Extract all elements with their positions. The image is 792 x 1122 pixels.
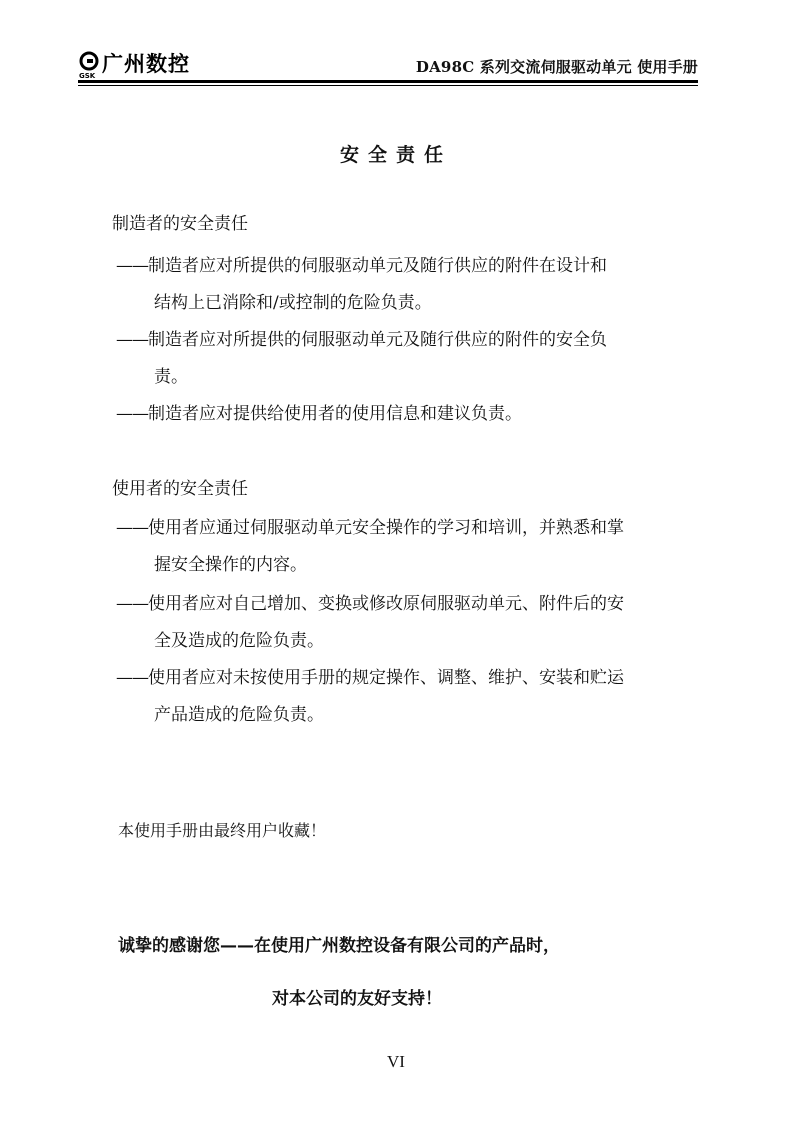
manufacturer-clause-1 xyxy=(116,248,698,322)
clause-text: 制造者应对所提供的伺服驱动单元及随行供应的附件的安全负 xyxy=(148,330,607,350)
clause-continuation: 责。 xyxy=(154,367,188,387)
manufacturer-clause-2 xyxy=(116,322,698,396)
manufacturer-clause-3 xyxy=(116,396,698,433)
header-rule-thick xyxy=(78,80,698,83)
clause-dash: —— xyxy=(116,330,148,350)
logo-text: 广州数控 xyxy=(102,52,190,76)
user-clause-3 xyxy=(116,660,698,734)
thanks-line-1: 诚挚的感谢您——在使用广州数控设备有限公司的产品时， xyxy=(118,936,560,956)
gsk-logo xyxy=(78,50,228,80)
clause-text: 制造者应对提供给使用者的使用信息和建议负责。 xyxy=(148,404,522,424)
clause-dash: —— xyxy=(116,668,148,688)
page-header xyxy=(78,46,698,82)
clause-text: 制造者应对所提供的伺服驱动单元及随行供应的附件在设计和 xyxy=(148,256,607,276)
collection-note: 本使用手册由最终用户收藏！ xyxy=(118,821,327,840)
clause-dash: —— xyxy=(116,404,148,424)
user-heading: 使用者的安全责任 xyxy=(112,479,248,499)
clause-continuation: 握安全操作的内容。 xyxy=(154,555,307,575)
clause-continuation: 产品造成的危险负责。 xyxy=(154,705,324,725)
clause-continuation: 结构上已消除和/或控制的危险负责。 xyxy=(154,293,432,313)
manual-title: DA98C 系列交流伺服驱动单元 使用手册 xyxy=(415,58,698,76)
manufacturer-heading: 制造者的安全责任 xyxy=(112,214,248,234)
page-title: 安全责任 xyxy=(339,144,452,166)
clause-text: 使用者应通过伺服驱动单元安全操作的学习和培训，并熟悉和掌 xyxy=(148,518,624,538)
user-clause-1 xyxy=(116,510,698,584)
clause-dash: —— xyxy=(116,518,148,538)
clause-text: 使用者应对未按使用手册的规定操作、调整、维护、安装和贮运 xyxy=(148,668,624,688)
clause-text: 使用者应对自己增加、变换或修改原伺服驱动单元、附件后的安 xyxy=(148,594,624,614)
clause-dash: —— xyxy=(116,256,148,276)
logo-sub-text: GSK xyxy=(79,72,96,80)
clause-continuation: 全及造成的危险负责。 xyxy=(154,631,324,651)
clause-dash: —— xyxy=(116,594,148,614)
user-clause-2 xyxy=(116,586,698,660)
thanks-line-2: 对本公司的友好支持！ xyxy=(272,989,442,1009)
page-number: VI xyxy=(387,1052,405,1071)
header-rule-thin xyxy=(78,85,698,86)
